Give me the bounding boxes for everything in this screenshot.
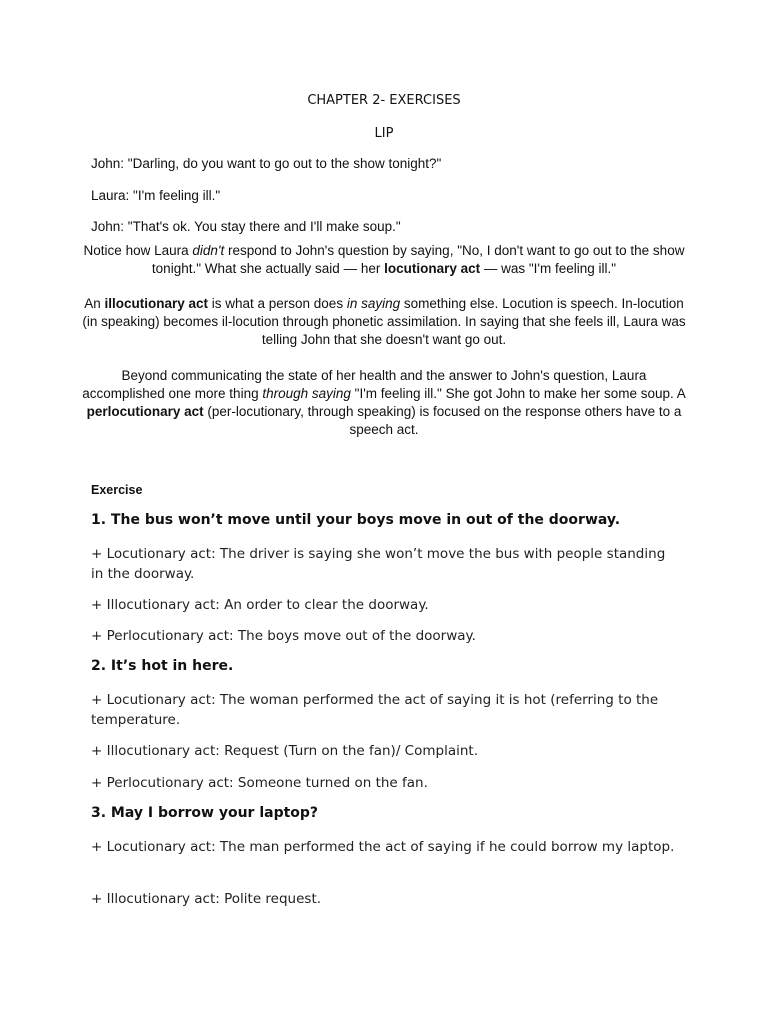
paragraph-locutionary [80, 242, 688, 278]
bold-term: perlocutionary act [86, 404, 204, 419]
answer-locutionary: + Locutionary act: The woman performed the act of saying it is hot (referring to the temperature. [91, 692, 659, 728]
chapter-title: CHAPTER 2- EXERCISES [307, 93, 461, 108]
answer-illocutionary: + Illocutionary act: An order to clear the doorway. [91, 597, 429, 613]
question-heading: 3. May I borrow your laptop? [91, 805, 319, 821]
text-run: (per-locutionary, through speaking) is focused on the response others have to a speech act. [203, 404, 682, 437]
text-run: something else. Locution is speech. In-locution (in speaking) becomes il-locution through phonetic assimilation. In saying that she feels ill, Laura was telling John that she doesn't want go out. [82, 296, 686, 347]
italic-run: didn't [192, 243, 225, 258]
paragraph-perlocutionary [80, 367, 688, 439]
dialogue-line: John: "Darling, do you want to go out to the show tonight?" [91, 156, 442, 171]
question-heading: 2. It’s hot in here. [91, 658, 234, 674]
section-subtitle: LIP [374, 126, 394, 141]
text-run: is what a person does [207, 296, 347, 311]
text-run: An [84, 296, 105, 311]
paragraph-illocutionary [80, 295, 688, 349]
text-run: — was "I'm feeling ill." [480, 261, 617, 276]
text-run: Notice how Laura [83, 243, 193, 258]
answer-perlocutionary: + Perlocutionary act: Someone turned on the fan. [91, 775, 428, 791]
bold-term: locutionary act [384, 261, 481, 276]
bold-term: illocutionary act [104, 296, 208, 311]
exercise-heading: Exercise [91, 483, 143, 497]
dialogue-line: John: "That's ok. You stay there and I'll make soup." [91, 219, 401, 234]
answer-illocutionary: + Illocutionary act: Polite request. [91, 891, 322, 907]
answer-locutionary: + Locutionary act: The man performed the act of saying if he could borrow my laptop. [91, 839, 675, 855]
dialogue-line: Laura: "I'm feeling ill." [91, 188, 221, 203]
question-heading: 1. The bus won’t move until your boys move in out of the doorway. [91, 512, 621, 528]
answer-locutionary: + Locutionary act: The driver is saying she won’t move the bus with people standing in the doorway. [91, 546, 666, 582]
answer-illocutionary: + Illocutionary act: Request (Turn on the fan)/ Complaint. [91, 743, 478, 759]
text-run: "I'm feeling ill." She got John to make her some soup. A [350, 386, 686, 401]
text-run: respond to John's question by saying, "No, I don't want to go out to the show tonight." What she actually said — her [151, 243, 685, 276]
text-run: Beyond communicating the state of her health and the answer to John's question, Laura accomplished one more thing [82, 368, 647, 401]
italic-run: in saying [346, 296, 401, 311]
answer-perlocutionary: + Perlocutionary act: The boys move out of the doorway. [91, 628, 476, 644]
italic-run: through saying [262, 386, 351, 401]
